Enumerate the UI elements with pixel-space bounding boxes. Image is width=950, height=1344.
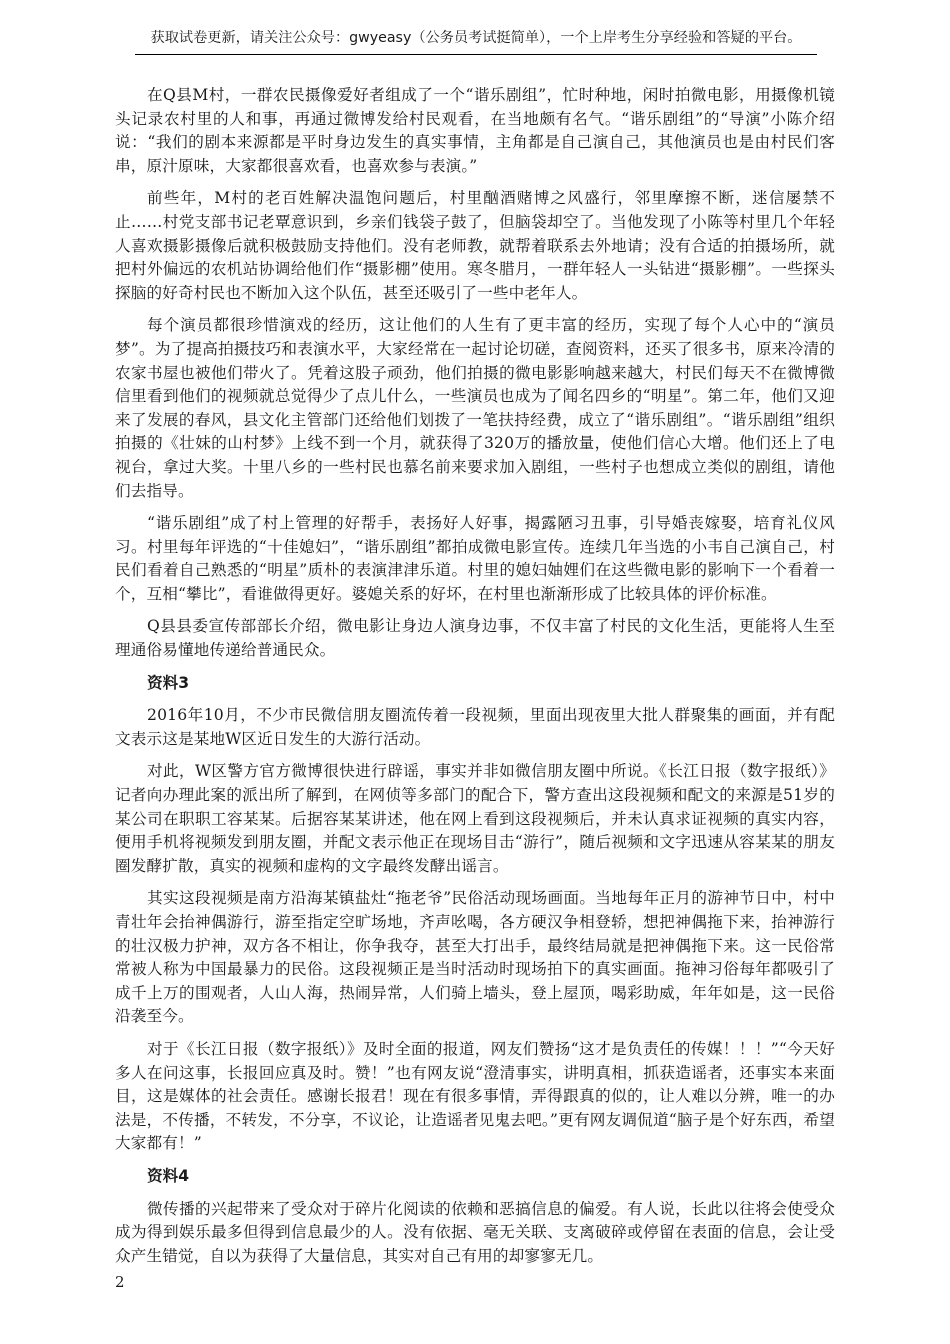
section-heading-4: 资料4 <box>147 1166 190 1185</box>
paragraph: 每个演员都很珍惜演戏的经历，这让他们的人生有了更丰富的经历，实现了每个人心中的“演员梦”。为了提高拍摄技巧和表演水平，大家经常在一起讨论切磋，查阅资料，还买了很多书，原来冷清的农家书屋也被他们带火了。凭着这股子顽劲，他们拍摄的微电影影响越来越大，村民们每天不在微博微信里看到他们的视频就总觉得少了点儿什么，一些演员也成为了闻名四乡的“明星”。第二年，他们又迎来了发展的春风，县文化主管部门还给他们划拨了一笔扶持经费，成立了“谐乐剧组”。“谐乐剧组”组织拍摄的《壮妹的山村梦》上线不到一个月，就获得了320万的播放量，使他们信心大增。他们还上了电视台，拿过大奖。十里八乡的一些村民也慕名前来要求加入剧组，一些村子也想成立类似的剧组，请他们去指导。 <box>115 316 835 500</box>
paragraph: Q县县委宣传部部长介绍，微电影让身边人演身边事，不仅丰富了村民的文化生活，更能将人生至理通俗易懂地传递给普通民众。 <box>115 617 835 660</box>
section-heading-3: 资料3 <box>147 673 190 692</box>
paragraph: 对于《长江日报（数字报纸）》及时全面的报道，网友们赞扬“这才是负责任的传媒！！！”“今天好多人在问这事，长报回应真及时。赞！”也有网友说“澄清事实，讲明真相，抓获造谣者，还事实本来面目，这是媒体的社会责任。感谢长报君！现在有很多事情，弄得跟真的似的，让人难以分辨，唯一的办法是，不传播，不转发，不分享，不议论，让造谣者见鬼去吧。”更有网友调侃道“脑子是个好东西，希望大家都有！” <box>115 1039 835 1153</box>
page-number: 2 <box>115 1273 125 1291</box>
paragraph: 2016年10月，不少市民微信朋友圈流传着一段视频，里面出现夜里大批人群聚集的画面，并有配文表示这是某地W区近日发生的大游行活动。 <box>115 706 835 748</box>
paragraph: 在Q县M村，一群农民摄像爱好者组成了一个“谐乐剧组”，忙时种地，闲时拍微电影，用摄像机镜头记录农村里的人和事，再通过微博发给村民观看，在当地颇有名气。“谐乐剧组”的“导演”小陈介绍说：“我们的剧本来源都是平时身边发生的真实事情，主角都是自己演自己，其他演员也是由村民们客串，原汁原味，大家都很喜欢看，也喜欢参与表演。” <box>115 86 835 175</box>
paragraph: “谐乐剧组”成了村上管理的好帮手，表扬好人好事，揭露陋习丑事，引导婚丧嫁娶，培育礼仪风习。村里每年评选的“十佳媳妇”，“谐乐剧组”都拍成微电影宣传。连续几年当选的小韦自己演自己，村民们看着自己熟悉的“明星”质朴的表演津津乐道。村里的媳妇妯娌们在这些微电影的影响下一个看着一个，互相“攀比”，看谁做得更好。婆媳关系的好坏，在村里也渐渐形成了比较具体的评价标准。 <box>115 514 835 603</box>
document-body <box>115 84 835 1277</box>
paragraph: 其实这段视频是南方沿海某镇盐灶“拖老爷”民俗活动现场画面。当地每年正月的游神节日中，村中青壮年会抬神偶游行，游至指定空旷场地，齐声吆喝，各方硬汉争相登轿，想把神偶拖下来，抬神游行的壮汉极力护神，双方各不相让，你争我夺，甚至大打出手，最终结局就是把神偶拖下来。这一民俗常常被人称为中国最暴力的民俗。这段视频正是当时活动时现场拍下的真实画面。拖神习俗每年都吸引了成千上万的围观者，人山人海，热闹异常，人们骑上墙头，登上屋顶，喝彩助威，年年如是，这一民俗沿袭至今。 <box>115 889 835 1026</box>
page-header: 获取试卷更新，请关注公众号：gwyeasy（公务员考试挺简单），一个上岸考生分享经验和答疑的平台。 <box>135 28 817 55</box>
paragraph: 微传播的兴起带来了受众对于碎片化阅读的依赖和恶搞信息的偏爱。有人说，长此以往将会使受众成为得到娱乐最多但得到信息最少的人。没有依据、毫无关联、支离破碎或停留在表面的信息，会让受众产生错觉，自以为获得了大量信息，其实对自己有用的却寥寥无几。 <box>115 1199 835 1265</box>
paragraph: 前些年，M村的老百姓解决温饱问题后，村里酗酒赌博之风盛行，邻里摩擦不断，迷信屡禁不止……村党支部书记老覃意识到，乡亲们钱袋子鼓了，但脑袋却空了。当他发现了小陈等村里几个年轻人喜欢摄影摄像后就积极鼓励支持他们。没有老师教，就帮着联系去外地请；没有合适的拍摄场所，就把村外偏远的农机站协调给他们作“摄影棚”使用。寒冬腊月，一群年轻人一头钻进“摄影棚”。一些探头探脑的好奇村民也不断加入这个队伍，甚至还吸引了一些中老年人。 <box>115 189 835 302</box>
paragraph: 对此，W区警方官方微博很快进行辟谣，事实并非如微信朋友圈中所说。《长江日报（数字报纸）》记者向办理此案的派出所了解到，在网侦等多部门的配合下，警方查出这段视频和配文的来源是51岁的某公司在职职工容某某。后据容某某讲述，他在网上看到这段视频后，并未认真求证视频的真实内容，便用手机将视频发到朋友圈，并配文表示他正在现场目击“游行”，随后视频和文字迅速从容某某的朋友圈发酵扩散，真实的视频和虚构的文字最终发酵出谣言。 <box>115 762 835 875</box>
